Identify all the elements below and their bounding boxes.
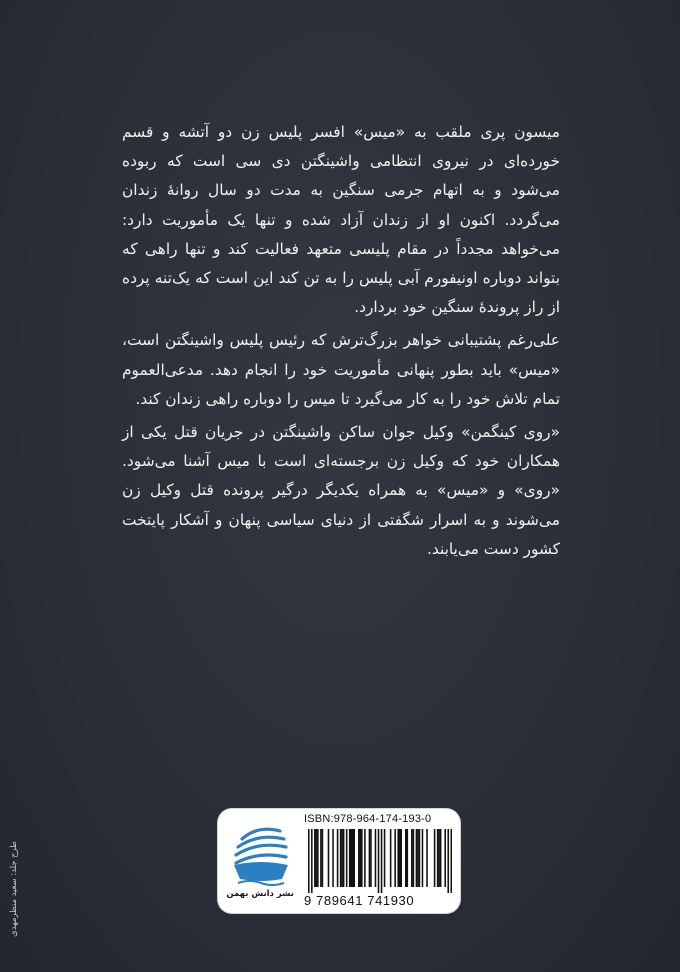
credit-text: طرح جلد: سعید منظرمهدی (8, 841, 18, 937)
barcode-bar (346, 829, 348, 887)
barcode-bar (360, 829, 362, 887)
barcode-bar (411, 829, 413, 887)
barcode-bar (381, 829, 383, 893)
barcode-bar (390, 829, 392, 887)
barcode-bar (426, 829, 428, 887)
barcode-bar (349, 829, 351, 887)
barcode-bar (378, 829, 380, 893)
barcode-bar (314, 829, 316, 887)
barcode-bar (340, 829, 342, 887)
barcode-bar (352, 829, 354, 887)
barcode-bar (332, 829, 334, 887)
barcode-bar (328, 829, 330, 887)
cover-design-credit (8, 814, 20, 964)
barcode-bar (322, 829, 324, 887)
barcode-bar (447, 829, 449, 893)
barcode-bar (394, 829, 396, 887)
barcode-bar (450, 829, 452, 893)
barcode-bar (417, 829, 419, 887)
barcode-bar (434, 829, 436, 887)
barcode-bars (308, 829, 452, 893)
publisher-logo (228, 817, 294, 905)
barcode-bar (422, 829, 424, 887)
blurb-paragraph-1: میسون پری ملقب به «میس» افسر پلیس زن دو آتشه و قسم خورده‌ای در نیروی انتظامی واشینگتن دی سی است که ربوده می‌شود و به اتهام جرمی سنگین به مدت دو سال روانهٔ زندان می‌گردد. اکنون او از زندان آزاد شده و تنها یک مأموریت دارد: می‌خواهد مجدداً در مقام پلیسی متعهد فعالیت کند و تنها راهی که بتواند دوباره اونیفورم آبی پلیس را به تن کند این است که یک‌تنه پرده از راز پروندهٔ سنگین خود بردارد. (122, 123, 560, 317)
barcode-bar (400, 829, 402, 887)
ship-icon (228, 817, 294, 889)
barcode-bar (343, 829, 345, 887)
barcode-bar (316, 829, 318, 887)
barcode-bar (320, 829, 322, 887)
barcode-bar (369, 829, 371, 887)
isbn-label: ISBN:978-964-174-193-0 (304, 813, 432, 825)
blurb-paragraph-3: «روی کینگمن» وکیل جوان ساکن واشینگتن در جریان قتل یکی از همکاران خود که وکیل زن برجسته‌ای است با میس آشنا می‌شود. «روی» و «میس» به همراه یکدیگر درگیر پرونده قتل وکیل زن می‌شوند و به اسرار شگفتی از دنیای سیاسی پنهان و آشکار پایتخت کشور دست می‌یابند. (122, 423, 560, 558)
barcode-bar (353, 829, 355, 887)
barcode-bar (405, 829, 407, 887)
barcode-bar (361, 829, 363, 887)
barcode-bar (416, 829, 418, 887)
publisher-name: نشر دانش بهمن (226, 889, 294, 899)
barcode-bar (397, 829, 399, 887)
barcode-bar (419, 829, 421, 887)
barcode-bar (317, 829, 319, 887)
barcode-bar (364, 829, 366, 887)
blurb-text (122, 118, 560, 568)
barcode-bar (311, 829, 313, 893)
barcode-bar (308, 829, 310, 893)
barcode-bar (438, 829, 440, 887)
barcode-panel (218, 809, 460, 913)
barcode-bar (437, 829, 439, 887)
barcode-bar (358, 829, 360, 887)
barcode-bar (399, 829, 401, 887)
barcode-bar (341, 829, 343, 887)
barcode-bar (350, 829, 352, 887)
blurb-paragraph-2: علی‌رغم پشتیبانی خواهر بزرگ‌ترش که رئیس پلیس واشینگتن است، «میس» باید بطور پنهانی مأموریت خود را انجام دهد. مدعی‌العموم تمام تلاش خود را به کار می‌گیرد تا میس را دوباره راهی زندان کند. (122, 331, 560, 408)
barcode-bar (375, 829, 377, 887)
barcode-bar (444, 829, 446, 887)
barcode-bar (337, 829, 339, 887)
barcode-bar (440, 829, 442, 887)
barcode-bar (370, 829, 372, 887)
barcode-bar (407, 829, 409, 887)
barcode-bar (413, 829, 415, 887)
barcode-bar (384, 829, 386, 887)
barcode-digits: 9 789641 741930 (304, 893, 415, 908)
